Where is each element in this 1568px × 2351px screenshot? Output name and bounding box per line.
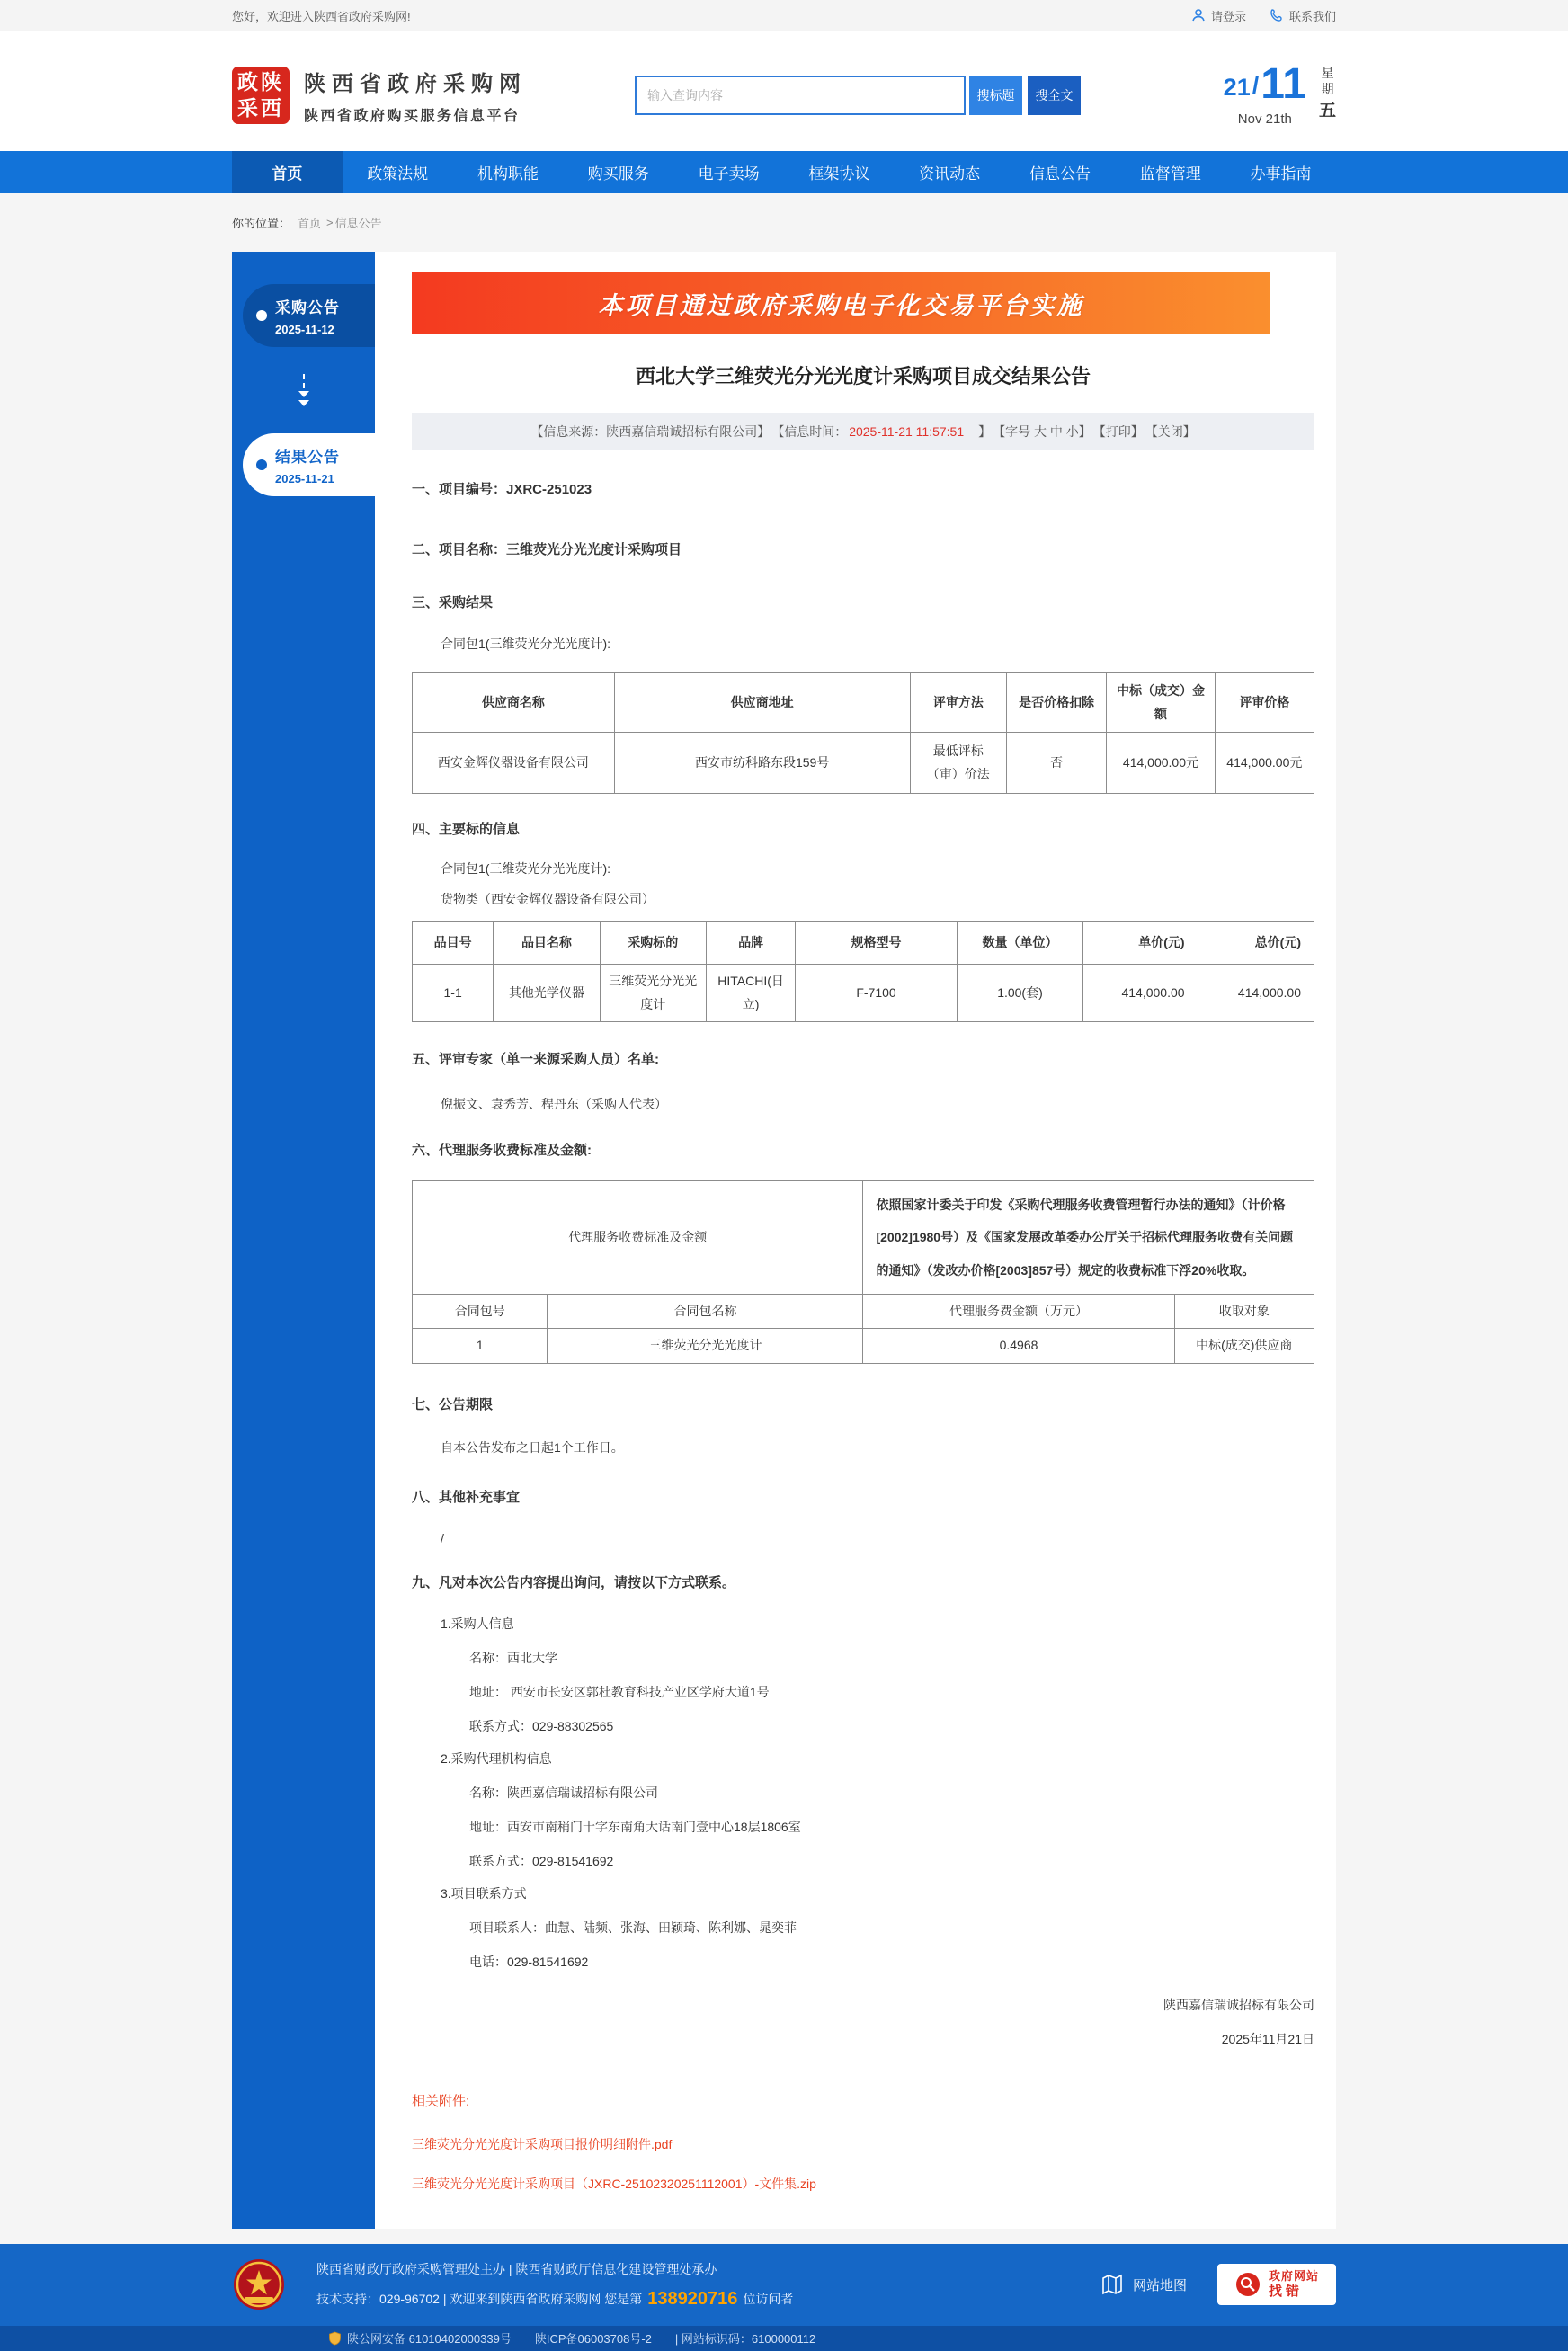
table-header-cell: 代理服务费金额（万元） [863, 1295, 1174, 1329]
table-cell: 0.4968 [863, 1329, 1174, 1363]
purchaser-name: 名称：西北大学 [469, 1650, 557, 1665]
logo-line-1: 政陕 [237, 69, 284, 94]
agency-address: 地址：西安市南稍门十字东南角大话南门壹中心18层1806室 [469, 1819, 801, 1834]
date-month: 11 [1261, 60, 1306, 108]
icp-beian-link[interactable] [535, 2329, 652, 2347]
finance-emblem-icon [232, 2257, 286, 2311]
magnifier-icon [1234, 2271, 1261, 2298]
weekday-char-2: 期 [1321, 82, 1334, 96]
signature-date: 2025年11月21日 [1221, 2031, 1314, 2046]
info-time: 2025-11-21 11:57:51 [849, 424, 965, 439]
site-footer [0, 2244, 1568, 2326]
error-badge-line2: 找错 [1268, 2283, 1303, 2299]
nav-item-framework[interactable]: 框架协议 [808, 165, 870, 183]
table-header-cell: 品目名称 [494, 922, 600, 965]
platform-banner-text: 本项目通过政府采购电子化交易平台实施 [598, 291, 1084, 319]
attachment-link-zip[interactable]: 三维荧光分光光度计采购项目（JXRC-25102320251112001）-文件集.zip [412, 2176, 816, 2191]
sitemap-icon [1100, 2273, 1124, 2296]
table-cell: 三维荧光分光光度计 [600, 965, 706, 1022]
police-beian-text: 陕公网安备 61010402000339号 [347, 2332, 512, 2347]
contract-package-line: 合同包1(三维荧光分光光度计): [441, 637, 610, 651]
table-header-cell: 评审方法 [910, 673, 1006, 733]
table-header-row [413, 673, 1314, 733]
table-header-cell: 数量（单位） [957, 922, 1082, 965]
table-header-cell: 中标（成交）金额 [1107, 673, 1215, 733]
date-display [1223, 60, 1336, 127]
table-header-cell: 品牌 [706, 922, 795, 965]
section-project-number: 一、项目编号：JXRC-251023 [412, 482, 592, 497]
supplier-result-table [412, 672, 1314, 794]
contact-label: 联系我们 [1288, 9, 1336, 23]
table-header-cell: 评审价格 [1215, 673, 1314, 733]
nav-item-news[interactable]: 资讯动态 [919, 165, 981, 183]
agency-fee-table [412, 1180, 1314, 1364]
weekday-label [1319, 63, 1336, 120]
visitor-count: 138920716 [647, 2288, 738, 2309]
date-day: 21 [1223, 74, 1251, 101]
site-identifier [675, 2329, 815, 2347]
purchaser-info-title: 1.采购人信息 [441, 1616, 514, 1631]
logo-line-2: 采西 [237, 95, 284, 120]
site-title: 陕西省政府采购网 [304, 71, 527, 96]
section-main-subject-info: 四、主要标的信息 [412, 822, 521, 837]
sidebar-item-result-notice[interactable] [243, 433, 375, 496]
table-header-cell: 品目号 [413, 922, 494, 965]
experts-names: 倪振文、袁秀芳、程丹东（采购人代表） [441, 1097, 667, 1111]
table-cell: 西安市纺科路东段159号 [614, 733, 910, 794]
nav-item-home[interactable]: 首页 [232, 151, 343, 193]
table-row [413, 733, 1314, 794]
nav-item-announcements[interactable]: 信息公告 [1029, 165, 1091, 183]
goods-category-line: 货物类（西安金辉仪器设备有限公司） [441, 892, 655, 906]
table-header-row [413, 1295, 1314, 1329]
attachments-label: 相关附件: [412, 2093, 470, 2109]
table-cell: 1.00(套) [957, 965, 1082, 1022]
table-cell: 西安金辉仪器设备有限公司 [413, 733, 615, 794]
welcome-text: 您好，欢迎进入陕西省政府采购网! [232, 9, 411, 23]
sitemap-label: 网站地图 [1132, 2277, 1187, 2293]
top-bar [0, 0, 1568, 31]
timeline-dot-icon [256, 310, 267, 321]
section-inquiry-contact: 九、凡对本次公告内容提出询问，请按以下方式联系。 [412, 1574, 736, 1590]
table-header-cell: 是否价格扣除 [1006, 673, 1106, 733]
table-row [413, 965, 1314, 1022]
search-input[interactable] [635, 76, 966, 115]
contract-package-line: 合同包1(三维荧光分光光度计): [441, 861, 610, 876]
font-size-controls[interactable]: 【字号 大 中 小】 [993, 424, 1091, 439]
table-header-cell: 合同包名称 [548, 1295, 863, 1329]
purchaser-address: 地址： 西安市长安区郭杜教育科技产业区学府大道1号 [469, 1684, 770, 1699]
table-cell: 否 [1006, 733, 1106, 794]
breadcrumb-label: 你的位置： [232, 217, 291, 230]
site-header [0, 31, 1568, 151]
login-link[interactable] [1191, 7, 1246, 24]
fee-label-cell: 代理服务收费标准及金额 [413, 1181, 863, 1295]
date-english: Nov 21th [1237, 111, 1292, 127]
info-time-prefix: 【信息时间： [771, 424, 848, 439]
breadcrumb-separator: > [326, 216, 334, 229]
nav-item-guide[interactable]: 办事指南 [1250, 165, 1312, 183]
platform-banner [412, 272, 1270, 334]
date-slash: / [1252, 72, 1260, 99]
nav-item-emall[interactable]: 电子卖场 [698, 165, 760, 183]
section-procurement-result: 三、采购结果 [412, 595, 494, 610]
table-header-cell: 总价(元) [1198, 922, 1314, 965]
sitemap-link[interactable] [1100, 2273, 1187, 2296]
error-badge-line1: 政府网站 [1268, 2268, 1319, 2283]
table-header-cell: 供应商名称 [413, 673, 615, 733]
nav-item-policy[interactable]: 政策法规 [367, 165, 429, 183]
table-header-cell: 规格型号 [796, 922, 958, 965]
section-project-name: 二、项目名称：三维荧光分光光度计采购项目 [412, 542, 682, 557]
footer-organizer-line: 陕西省财政厅政府采购管理处主办 | 陕西省财政厅信息化建设管理处承办 [316, 2261, 717, 2276]
article-panel [375, 252, 1336, 2229]
sidebar-item-title: 采购公告 [275, 299, 340, 316]
table-header-cell: 供应商地址 [614, 673, 910, 733]
print-button[interactable]: 【打印】 [1092, 424, 1144, 439]
agency-info-title: 2.采购代理机构信息 [441, 1750, 552, 1766]
info-time-suffix: 】 [966, 424, 992, 439]
nav-item-functions[interactable]: 机构职能 [477, 165, 539, 183]
arrow-down-icon [295, 374, 313, 406]
signature-company: 陕西嘉信瑞诚招标有限公司 [1163, 1997, 1314, 2012]
footer-beian-bar [0, 2326, 1568, 2351]
sidebar-item-date: 2025-11-12 [275, 323, 334, 336]
footer-support-text: 技术支持：029-96702 | 欢迎来到陕西省政府采购网 您是第 [316, 2292, 643, 2307]
table-cell: 最低评标（审）价法 [910, 733, 1006, 794]
main-nav [0, 151, 1568, 193]
icp-beian-text: 陕ICP备06003708号-2 [534, 2332, 652, 2347]
table-cell: 414,000.00元 [1215, 733, 1314, 794]
site-identifier-text: | 网站标识码：6100000112 [674, 2332, 816, 2347]
contact-link[interactable] [1270, 7, 1336, 24]
table-cell: HITACHI(日立) [706, 965, 795, 1022]
table-cell: 其他光学仪器 [494, 965, 600, 1022]
user-icon [1191, 8, 1206, 22]
weekday-char-1: 星 [1321, 66, 1334, 80]
project-contact-phone: 电话：029-81541692 [469, 1954, 589, 1969]
sidebar-item-date: 2025-11-21 [275, 472, 334, 485]
table-row [413, 1329, 1314, 1363]
site-logo [232, 67, 290, 124]
notice-period-text: 自本公告发布之日起1个工作日。 [441, 1439, 624, 1455]
agency-phone: 联系方式：029-81541692 [469, 1853, 614, 1868]
breadcrumb-home[interactable]: 首页 [298, 217, 322, 230]
close-button[interactable]: 【关闭】 [1145, 424, 1196, 439]
error-report-badge[interactable] [1217, 2264, 1336, 2305]
table-cell: 1 [413, 1329, 548, 1363]
project-contact-names: 项目联系人：曲慧、陆频、张海、田颖琦、陈利娜、晁奕菲 [469, 1919, 797, 1935]
table-cell: F-7100 [796, 965, 958, 1022]
table-cell: 1-1 [413, 965, 494, 1022]
table-cell: 三维荧光分光光度计 [548, 1329, 863, 1363]
breadcrumb [232, 193, 1336, 252]
search-title-button[interactable]: 搜标题 [969, 76, 1022, 115]
weekday-char-3: 五 [1318, 102, 1336, 120]
nav-item-supervision[interactable]: 监督管理 [1139, 165, 1201, 183]
sidebar-item-title: 结果公告 [275, 449, 340, 466]
project-contact-title: 3.项目联系方式 [441, 1885, 527, 1901]
search-fulltext-button[interactable]: 搜全文 [1028, 76, 1081, 115]
sidebar-item-procurement-notice[interactable] [243, 284, 375, 347]
police-badge-icon [328, 2331, 342, 2346]
footer-visitor-suffix: 位访问者 [743, 2292, 794, 2307]
section-notice-period: 七、公告期限 [412, 1396, 494, 1412]
table-cell: 中标(成交)供应商 [1174, 1329, 1314, 1363]
section-other-matters: 八、其他补充事宜 [412, 1489, 521, 1505]
table-cell: 414,000.00元 [1107, 733, 1215, 794]
timeline-dot-icon [256, 459, 267, 470]
login-label: 请登录 [1210, 9, 1246, 23]
site-subtitle: 陕西省政府购买服务信息平台 [304, 108, 521, 124]
section-experts: 五、评审专家（单一来源采购人员）名单: [412, 1052, 659, 1067]
table-row [413, 1181, 1314, 1295]
table-header-row [413, 922, 1314, 965]
table-cell: 414,000.00 [1198, 965, 1314, 1022]
table-header-cell: 收取对象 [1174, 1295, 1314, 1329]
table-header-cell: 采购标的 [600, 922, 706, 965]
phone-icon [1270, 8, 1284, 22]
breadcrumb-current[interactable]: 信息公告 [334, 217, 382, 230]
timeline-sidebar [232, 252, 375, 2229]
attachment-link-pdf[interactable]: 三维荧光分光光度计采购项目报价明细附件.pdf [412, 2136, 673, 2151]
police-beian-link[interactable] [328, 2329, 512, 2347]
agency-name: 名称：陕西嘉信瑞诚招标有限公司 [469, 1785, 658, 1800]
article-title: 西北大学三维荧光分光光度计采购项目成交结果公告 [635, 365, 1091, 387]
purchaser-phone: 联系方式：029-88302565 [469, 1718, 614, 1733]
fee-policy-cell: 依照国家计委关于印发《采购代理服务收费管理暂行办法的通知》（计价格[2002]1980号）及《国家发展改革委办公厅关于招标代理服务收费有关问题的通知》（发改办价格[2003]857号）规定的收费标准下浮20%收取。 [863, 1181, 1314, 1295]
other-matters-text: / [441, 1530, 444, 1545]
items-table [412, 921, 1314, 1022]
article-meta-bar [412, 413, 1314, 450]
info-source: 【信息来源：陕西嘉信瑞诚招标有限公司】 [530, 424, 771, 439]
section-agency-fee: 六、代理服务收费标准及金额: [412, 1143, 592, 1158]
nav-item-purchase-service[interactable]: 购买服务 [587, 165, 649, 183]
table-header-cell: 合同包号 [413, 1295, 548, 1329]
table-cell: 414,000.00 [1083, 965, 1198, 1022]
table-header-cell: 单价(元) [1083, 922, 1198, 965]
